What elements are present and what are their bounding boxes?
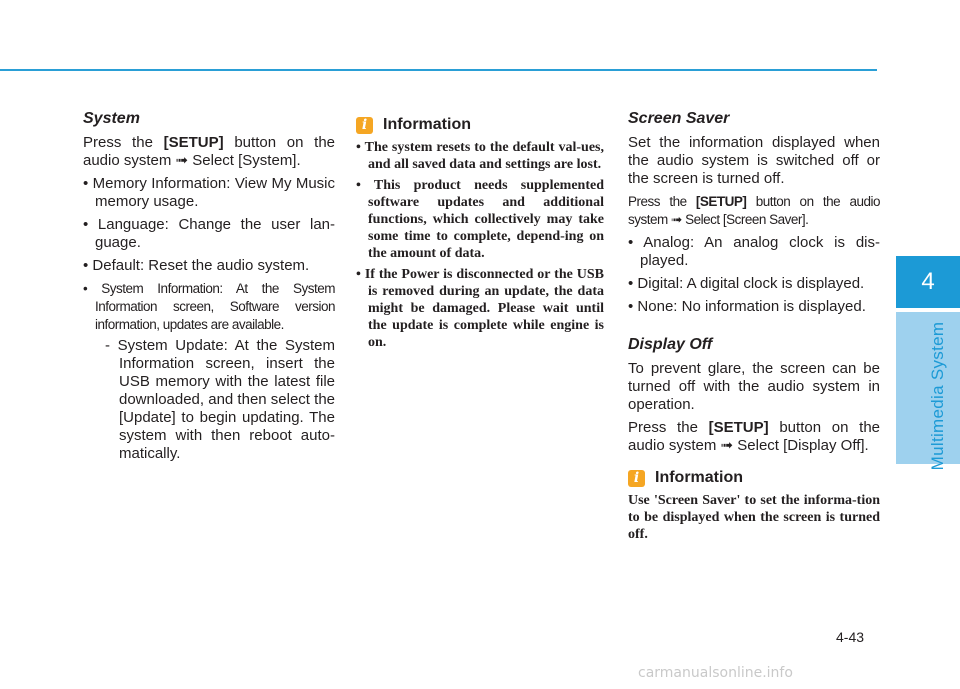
list-item: • If the Power is disconnected or the USB is removed during an update, the data might be damaged. Please wait until the update is complete while engine is on. — [356, 267, 604, 350]
system-heading: System — [83, 110, 140, 127]
system-intro: Press the [SETUP] button on the audio system ➟ Select [System]. — [83, 134, 335, 169]
chapter-label: Multimedia System — [928, 321, 947, 471]
watermark: carmanualsonline.info — [638, 665, 793, 681]
list-item: • System Information: At the System Information screen, Software version information, updates are available. - System Update: At the System Information screen, insert the USB memory with the latest file downloaded, and then select the [Update] to begin updating. The system with then reboot auto-matically. — [83, 281, 335, 462]
information-icon: i — [356, 117, 373, 134]
information-list — [356, 139, 604, 351]
list-item: • Memory Information: View My Music memory usage. — [83, 175, 336, 210]
information-text-2: Use 'Screen Saver' to set the informa-tion to be displayed when the screen is turned off. — [628, 493, 880, 542]
list-item: • Language: Change the user lan-guage. — [83, 216, 335, 251]
list-item: • Analog: An analog clock is dis-played. — [628, 234, 881, 269]
column-screen-display — [628, 110, 880, 543]
setup-key: [SETUP] — [163, 134, 224, 151]
list-item: • Default: Reset the audio system. — [83, 257, 310, 274]
system-options-list — [83, 175, 335, 463]
column-information — [356, 116, 604, 355]
information-title-2: Information — [655, 469, 743, 486]
information-icon: i — [628, 470, 645, 487]
chapter-tab: 4 — [896, 256, 960, 308]
list-item: • None: No information is displayed. — [628, 298, 866, 315]
display-off-desc: To prevent glare, the screen can be turned off with the audio system in operation. — [628, 360, 880, 413]
page-number: 4-43 — [836, 629, 865, 645]
display-off-instruction: Press the [SETUP] button on the audio system ➟ Select [Display Off]. — [628, 419, 880, 454]
screen-saver-heading: Screen Saver — [628, 110, 730, 127]
list-item: • This product needs supplemented software updates and additional functions, which collectively may take some time to complete, depend-ing on the amount of data. — [356, 178, 604, 261]
system-update-subitem: - System Update: At the System Information screen, insert the USB memory with the latest file downloaded, and then select the [Update] to begin updating. The system with then reboot auto-matically. — [105, 337, 335, 462]
header-rule — [0, 69, 877, 71]
column-system — [83, 110, 335, 468]
screen-saver-instruction: Press the [SETUP] button on the audio system ➟ Select [Screen Saver]. — [628, 194, 880, 227]
screen-saver-desc: Set the information displayed when the audio system is switched off or the screen is turned off. — [628, 134, 880, 187]
information-header-2 — [628, 469, 880, 487]
list-item: • Digital: A digital clock is displayed. — [628, 275, 865, 292]
list-item: • The system resets to the default val-ues, and all saved data and settings are lost. — [356, 140, 604, 172]
screen-saver-options — [628, 234, 880, 316]
display-off-heading: Display Off — [628, 336, 713, 353]
information-header — [356, 116, 604, 134]
information-title: Information — [383, 116, 471, 133]
